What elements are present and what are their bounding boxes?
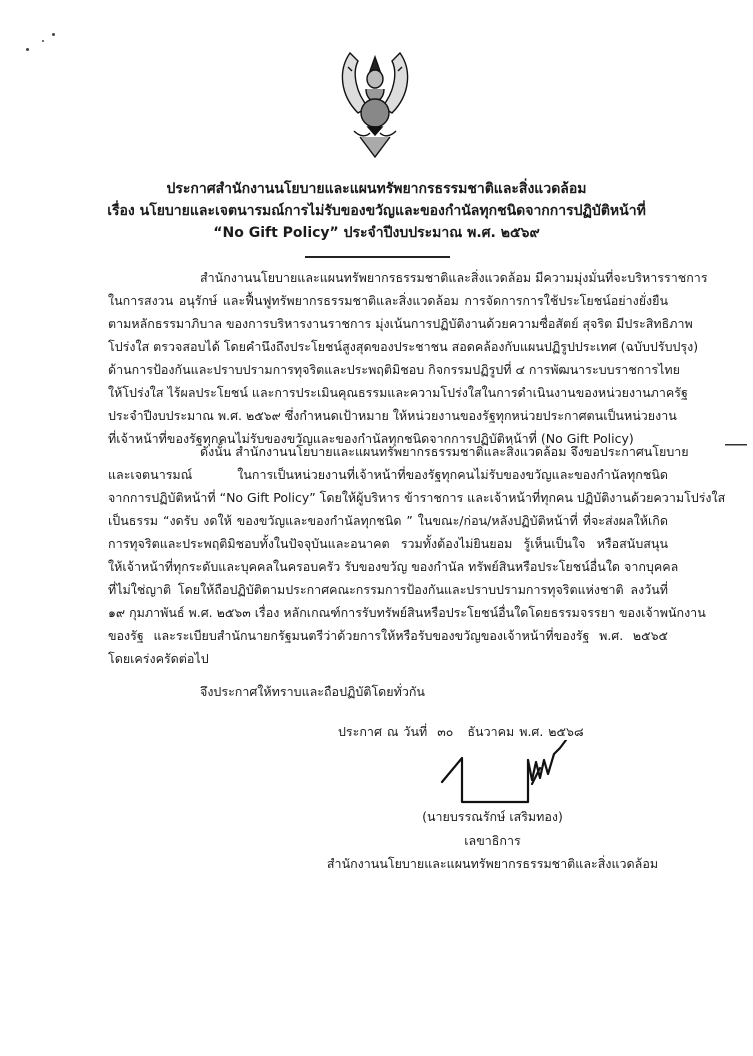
paragraph-line: ที่ไม่ใช่ญาติ โดยให้ถือปฏิบัติตามประกาศคณะกรรมการป้องกันและปราบปรามการทุจริตแห่งชาติ ลงวันที่ — [108, 582, 668, 597]
paragraph-line: จากการปฏิบัติหน้าที่ “No Gift Policy” โดยให้ผู้บริหาร ข้าราชการ และเจ้าหน้าที่ทุกคน ปฏิบัติงานด้วยความโปร่งใส — [108, 490, 726, 505]
scan-speck — [26, 48, 29, 51]
garuda-emblem-icon — [330, 45, 420, 165]
paragraph-line: ให้เจ้าหน้าที่ทุกระดับและบุคคลในครอบครัว รับของขวัญ ของกำนัล ทรัพย์สินหรือประโยชน์อื่นใด จากบุคคล — [108, 559, 679, 574]
signature-icon — [440, 740, 570, 805]
signatory-organization: สำนักงานนโยบายและแผนทรัพยากรธรรมชาติและสิ่งแวดล้อม — [326, 856, 659, 871]
paragraph-line: เป็นธรรม “งดรับ งดให้ ของขวัญและของกำนัลทุกชนิด ” ในขณะ/ก่อน/หลังปฏิบัติหน้าที่ ที่จะส่งผลให้เกิด — [108, 513, 668, 528]
signatory-title: เลขาธิการ — [464, 833, 521, 848]
date-day: ๓๐ — [437, 724, 454, 739]
paragraph-line: ในการสงวน อนุรักษ์ และฟื้นฟูทรัพยากรธรรมชาติและสิ่งแวดล้อม การจัดการการใช้ประโยชน์อย่างยั่งยืน — [108, 293, 668, 308]
paragraph-line: โดยเคร่งครัดต่อไป — [108, 651, 209, 666]
date-month-year: ธันวาคม พ.ศ. ๒๕๖๘ — [467, 724, 584, 739]
closing-statement: จึงประกาศให้ทราบและถือปฏิบัติโดยทั่วกัน — [200, 684, 425, 699]
margin-mark-icon — [725, 443, 747, 446]
paragraph-line: ที่เจ้าหน้าที่ของรัฐทุกคนไม่รับของขวัญและของกำนัลทุกชนิดจากการปฏิบัติหน้าที่ (No Gift Policy) — [108, 431, 634, 446]
heading-line-2: เรื่อง นโยบายและเจตนารมณ์การไม่รับของขวัญและของกำนัลทุกชนิดจากการปฏิบัติหน้าที่ — [107, 203, 646, 219]
paragraph-line: การทุจริตและประพฤติมิชอบทั้งในปัจจุบันและอนาคต รวมทั้งต้องไม่ยินยอม รู้เห็นเป็นใจ หรือสนับสนุน — [108, 536, 668, 551]
heading-line-1: ประกาศสำนักงานนโยบายและแผนทรัพยากรธรรมชาติและสิ่งแวดล้อม — [166, 181, 587, 197]
signatory-name: (นายบรรณรักษ์ เสริมทอง) — [422, 809, 563, 824]
paragraph-1 — [108, 266, 708, 450]
paragraph-line: ตามหลักธรรมาภิบาล ของการบริหารงานราชการ มุ่งเน้นการปฏิบัติงานด้วยความซื่อสัตย์ สุจริต มีประสิทธิภาพ — [108, 316, 693, 331]
heading-divider — [305, 256, 450, 258]
announcement-date — [338, 722, 584, 742]
paragraph-line: และเจตนารมณ์ ในการเป็นหน่วยงานที่เจ้าหน้าที่ของรัฐทุกคนไม่รับของขวัญและของกำนัลทุกชนิด — [108, 467, 668, 482]
date-prefix: ประกาศ ณ วันที่ — [338, 724, 428, 739]
scan-speck — [42, 40, 44, 42]
paragraph-2 — [108, 440, 726, 670]
paragraph-line: โปร่งใส ตรวจสอบได้ โดยคำนึงถึงประโยชน์สูงสุดของประชาชน สอดคล้องกับแผนปฏิรูปประเทศ (ฉบับปรับปรุง) — [108, 339, 699, 354]
scan-speck — [52, 33, 55, 36]
paragraph-line: ดังนั้น สำนักงานนโยบายและแผนทรัพยากรธรรมชาติและสิ่งแวดล้อม จึงขอประกาศนโยบาย — [200, 444, 689, 459]
announcement-heading — [40, 178, 713, 244]
paragraph-line: ให้โปร่งใส ไร้ผลประโยชน์ และการประเมินคุณธรรมและความโปร่งใสในการดำเนินงานของหน่วยงานภาครัฐ — [108, 385, 688, 400]
paragraph-line: ประจำปีงบประมาณ พ.ศ. ๒๕๖๙ ซึ่งกำหนดเป้าหมาย ให้หน่วยงานของรัฐทุกหน่วยประกาศตนเป็นหน่วยงาน — [108, 408, 677, 423]
paragraph-line: ด้านการป้องกันและปราบปรามการทุจริตและประพฤติมิชอบ กิจกรรมปฏิรูปที่ ๔ การพัฒนาระบบราชการไทย — [108, 362, 680, 377]
paragraph-line: ๑๙ กุมภาพันธ์ พ.ศ. ๒๕๖๓ เรื่อง หลักเกณฑ์การรับทรัพย์สินหรือประโยชน์อื่นใดโดยธรรมจรรยา ของเจ้าพนักงาน — [108, 605, 706, 620]
paragraph-line: ของรัฐ และระเบียบสำนักนายกรัฐมนตรีว่าด้วยการให้หรือรับของขวัญของเจ้าหน้าที่ของรัฐ พ.ศ. ๒๕๖๕ — [108, 628, 668, 643]
paragraph-line: สำนักงานนโยบายและแผนทรัพยากรธรรมชาติและสิ่งแวดล้อม มีความมุ่งมั่นที่จะบริหารราชการ — [200, 270, 708, 285]
heading-line-3: “No Gift Policy” ประจำปีงบประมาณ พ.ศ. ๒๕๖๙ — [213, 225, 540, 241]
